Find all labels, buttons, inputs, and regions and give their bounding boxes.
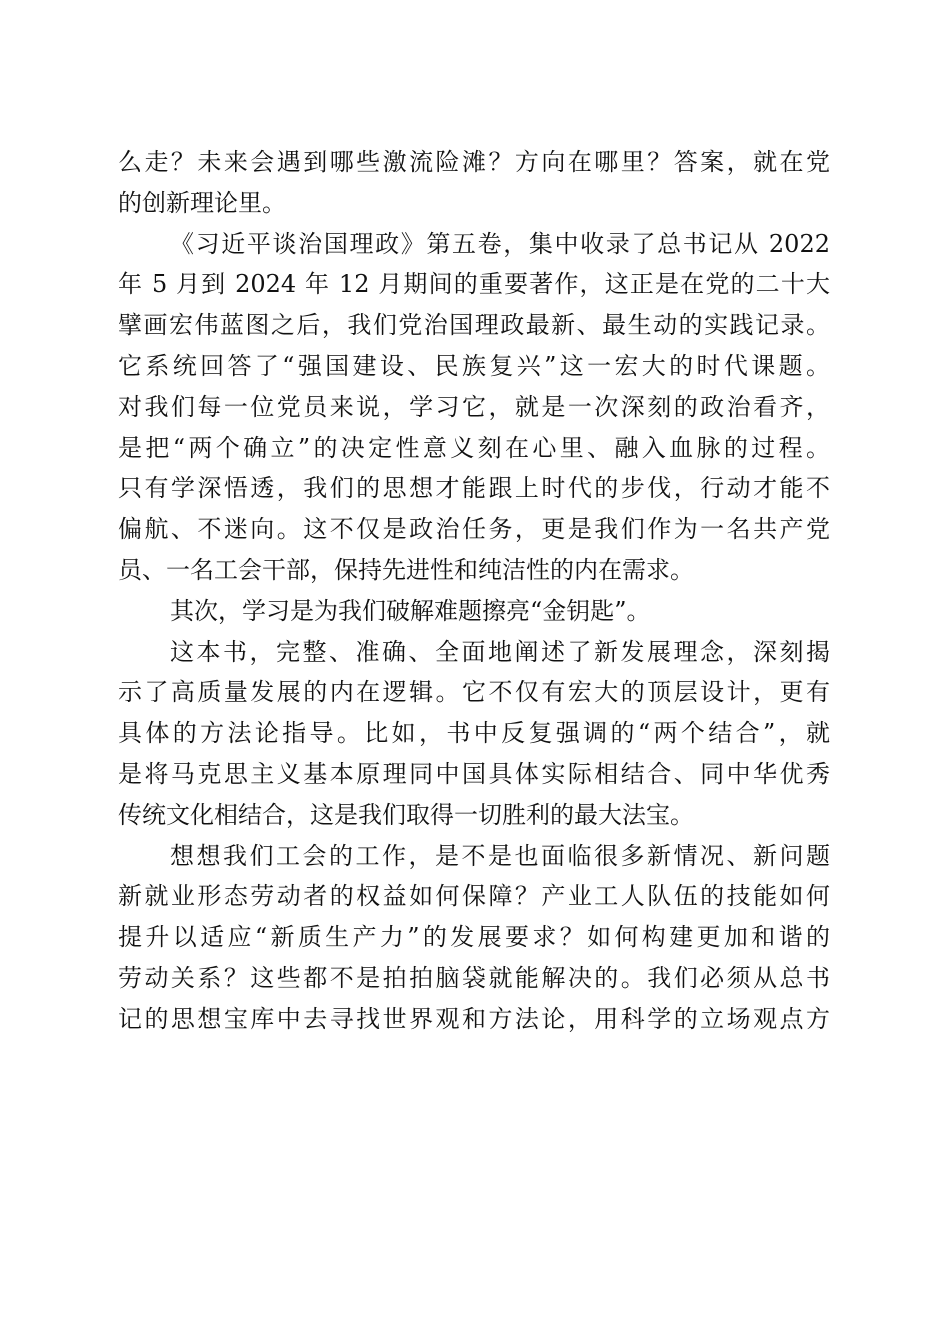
text-line: 示了高质量发展的内在逻辑。它不仅有宏大的顶层设计，更有 — [118, 678, 830, 707]
text-line: 记的思想宝库中去寻找世界观和方法论，用科学的立场观点方 — [118, 1004, 830, 1033]
text-line: 擘画宏伟蓝图之后，我们党治国理政最新、最生动的实践记录。 — [118, 311, 830, 340]
text-line: 对我们每一位党员来说，学习它，就是一次深刻的政治看齐， — [118, 392, 830, 421]
text-line: 《习近平谈治国理政》第五卷，集中收录了总书记从 2022 — [170, 229, 830, 258]
text-line: 偏航、不迷向。这不仅是政治任务，更是我们作为一名共产党 — [118, 515, 830, 544]
text-line: 么走？未来会遇到哪些激流险滩？方向在哪里？答案，就在党 — [118, 148, 830, 176]
text-line: 这本书，完整、准确、全面地阐述了新发展理念，深刻揭 — [170, 637, 830, 666]
text-line: 提升以适应“新质生产力”的发展要求？如何构建更加和谐的 — [118, 923, 830, 952]
text-line: 其次，学习是为我们破解难题擦亮“金钥匙”。 — [170, 596, 651, 625]
text-line: 只有学深悟透，我们的思想才能跟上时代的步伐，行动才能不 — [118, 474, 830, 503]
text-line: 它系统回答了“强国建设、民族复兴”这一宏大的时代课题。 — [118, 351, 830, 380]
body-text — [118, 142, 830, 1040]
text-line: 是将马克思主义基本原理同中国具体实际相结合、同中华优秀 — [118, 759, 830, 788]
text-line: 想想我们工会的工作，是不是也面临很多新情况、新问题 — [170, 841, 830, 870]
text-line: 员、一名工会干部，保持先进性和纯洁性的内在需求。 — [118, 555, 694, 584]
text-line: 新就业形态劳动者的权益如何保障？产业工人队伍的技能如何 — [118, 882, 830, 911]
text-line: 年 5 月到 2024 年 12 月期间的重要著作，这正是在党的二十大 — [118, 270, 830, 299]
text-line: 劳动关系？这些都不是拍拍脑袋就能解决的。我们必须从总书 — [118, 963, 830, 992]
text-line: 是把“两个确立”的决定性意义刻在心里、融入血脉的过程。 — [118, 433, 830, 462]
text-line: 具体的方法论指导。比如，书中反复强调的“两个结合”，就 — [118, 719, 830, 748]
text-line: 传统文化相结合，这是我们取得一切胜利的最大法宝。 — [118, 800, 694, 829]
text-line: 的创新理论里。 — [118, 188, 286, 217]
